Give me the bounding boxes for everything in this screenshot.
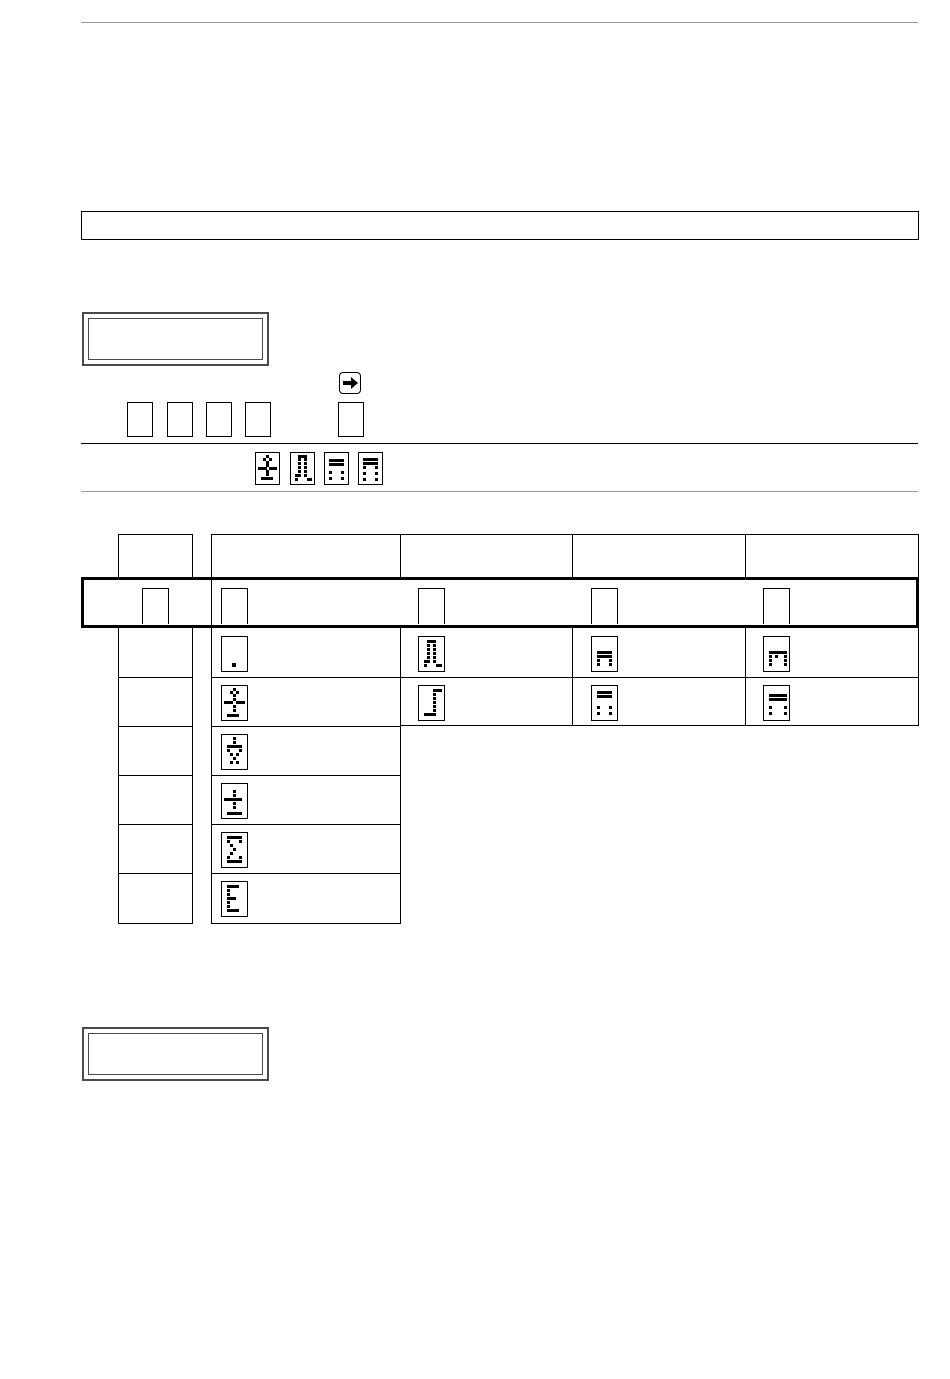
key-enter[interactable] [338, 402, 364, 437]
dot-matrix-sigma-icon [221, 832, 248, 868]
strip-symbol-gate [324, 452, 349, 485]
cell-blank-icon [418, 588, 445, 624]
row-label-key [142, 588, 169, 624]
lcd-display-bottom-screen [88, 1033, 263, 1075]
lcd-display-top-screen [88, 318, 263, 360]
dot-matrix-corner-icon [418, 685, 445, 721]
dot-matrix-diamond-icon [221, 734, 248, 770]
dot-matrix-gate-icon [591, 685, 618, 721]
lcd-display-top [82, 312, 269, 366]
table-symbol-column [211, 628, 401, 924]
strip-rule-bottom [81, 491, 918, 492]
table-header-cell [211, 534, 401, 578]
dot-matrix-dot-icon [221, 636, 248, 672]
dot-matrix-anchor-icon [221, 685, 248, 721]
strip-symbol-gate-wide [358, 452, 383, 485]
strip-rule-top [81, 443, 918, 444]
right-arrow-icon [339, 372, 361, 394]
top-rule [81, 22, 918, 23]
table-header-cell [400, 534, 573, 578]
dot-matrix-gate-wide-icon [763, 685, 790, 721]
table-header-cell [118, 534, 193, 578]
table-header-cell [572, 534, 746, 578]
strip-symbol-anchor [255, 452, 280, 485]
dot-matrix-door-icon [418, 636, 445, 672]
cell-blank-icon [591, 588, 618, 624]
table-left-column [118, 628, 193, 924]
key-1[interactable] [127, 402, 153, 437]
dot-matrix-arch-wide-icon [763, 636, 790, 672]
strip-symbol-door [290, 452, 315, 485]
cell-blank-icon [221, 588, 248, 624]
dot-matrix-arch-dark-icon [591, 636, 618, 672]
table-header-cell [745, 534, 919, 578]
key-2[interactable] [167, 402, 193, 437]
lcd-display-bottom [82, 1027, 269, 1081]
key-4[interactable] [245, 402, 271, 437]
key-3[interactable] [206, 402, 232, 437]
cell-blank-icon [763, 588, 790, 624]
dot-matrix-bracket-icon [221, 881, 248, 917]
dot-matrix-cross-icon [221, 783, 248, 819]
section-header-bar [81, 211, 919, 240]
table-row-highlighted[interactable] [81, 577, 919, 628]
